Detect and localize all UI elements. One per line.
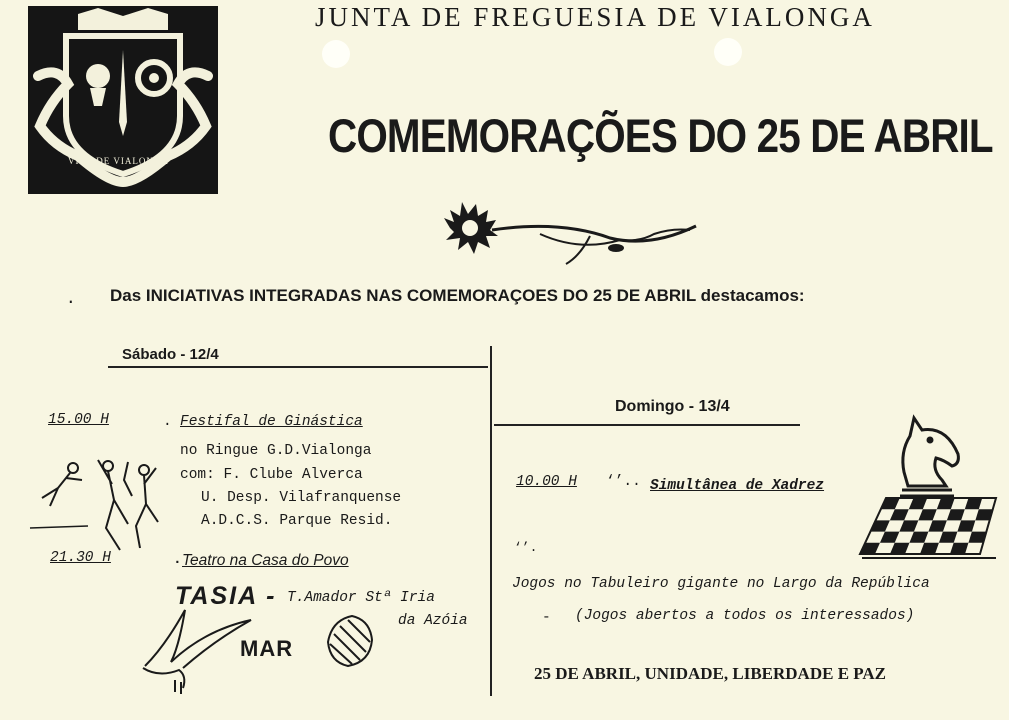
checker-square — [939, 532, 957, 543]
sunday-label: Domingo - 13/4 — [615, 398, 730, 415]
event-detail: da Azóia — [398, 613, 468, 629]
checker-square — [957, 520, 975, 531]
checker-square — [890, 509, 909, 520]
checker-square — [918, 509, 936, 520]
gymnast-figures-icon — [28, 440, 173, 559]
checker-square — [928, 520, 946, 531]
checker-square — [909, 532, 928, 543]
checker-square — [899, 520, 918, 531]
event-bullet: . — [173, 552, 182, 568]
event-time: 21.30 H — [50, 550, 111, 566]
chess-illustration — [856, 412, 1001, 566]
event-time: 15.00 H — [48, 412, 109, 428]
event-title: Simultânea de Xadrez — [650, 478, 825, 494]
chess-knight-icon — [900, 418, 958, 496]
main-title: COMEMORAÇÕES DO 25 DE ABRIL — [328, 109, 993, 162]
checker-square — [965, 498, 982, 509]
tasia-logo-text: TASIA — [175, 582, 258, 610]
header-title: JUNTA DE FREGUESIA DE VIALONGA — [315, 2, 875, 32]
event-detail: com: F. Clube Alverca — [180, 467, 363, 483]
carnation-icon — [440, 190, 710, 272]
shell-icon — [322, 612, 377, 674]
winged-figure-icon — [135, 606, 260, 700]
tasia-logo-suffix: - — [266, 582, 277, 610]
punch-hole — [714, 38, 742, 66]
mar-logo: MAR — [240, 636, 294, 661]
event-detail: U. Desp. Vilafranquense — [201, 490, 402, 506]
checkerboard-icon — [860, 498, 996, 554]
event-title: Teatro na Casa do Povo — [182, 552, 349, 569]
intro-text: Das INICIATIVAS INTEGRADAS NAS COMEMORAÇOES DO 25 DE ABRIL destacamos: — [110, 286, 805, 305]
punch-hole — [322, 40, 350, 68]
event-bullet: ‘’. — [514, 540, 538, 555]
checker-square — [890, 543, 909, 554]
sunday-rule — [494, 424, 800, 426]
event-detail: A.D.C.S. Parque Resid. — [201, 513, 393, 529]
checker-square — [947, 509, 965, 520]
saturday-rule — [108, 366, 488, 368]
checker-square — [880, 532, 899, 543]
event-detail: T.Amador Stª Iria — [287, 590, 435, 606]
checker-square — [920, 543, 939, 554]
event-bullet: ‘’.. — [606, 474, 641, 490]
column-divider — [490, 346, 492, 696]
footer-motto: 25 DE ABRIL, UNIDADE, LIBERDADE E PAZ — [534, 664, 887, 683]
event-detail: (Jogos abertos a todos os interessados) — [575, 608, 915, 624]
crest-emblem-icon — [28, 6, 218, 194]
checker-square — [950, 543, 968, 554]
event-detail: Jogos no Tabuleiro gigante no Largo da República — [512, 576, 930, 592]
checker-square — [937, 498, 955, 509]
saturday-label: Sábado - 12/4 — [122, 346, 219, 363]
intro-bullet: . — [66, 288, 76, 307]
event-bullet: - — [542, 610, 551, 626]
event-time: 10.00 H — [516, 474, 577, 490]
event-bullet: . — [163, 414, 172, 430]
checker-square — [909, 498, 927, 509]
crest-motto: VILA DE VIALONGA — [68, 156, 169, 166]
event-detail: no Ringue G.D.Vialonga — [180, 443, 372, 459]
event-title: Festifal de Ginástica — [180, 414, 363, 430]
